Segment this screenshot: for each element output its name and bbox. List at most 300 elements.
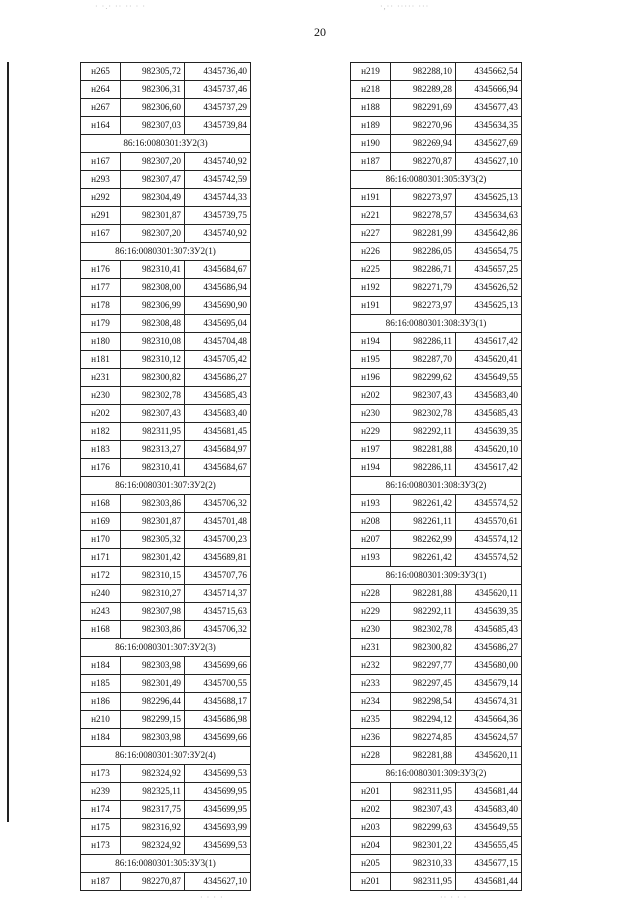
coordinate-row	[351, 603, 522, 621]
coordinate-row	[81, 405, 251, 423]
x-coordinate-cell: 982325,11	[121, 783, 185, 801]
x-coordinate-cell: 982310,33	[391, 855, 456, 873]
section-header-row	[81, 639, 251, 657]
x-coordinate-cell: 982278,57	[391, 207, 456, 225]
y-coordinate-cell: 4345625,13	[456, 297, 522, 315]
cadastral-section-label: 86:16:0080301:309:ЗУ3(2)	[351, 765, 522, 783]
x-coordinate-cell: 982303,86	[121, 495, 185, 513]
point-id-cell: н202	[81, 405, 121, 423]
x-coordinate-cell: 982310,15	[121, 567, 185, 585]
x-coordinate-cell: 982271,79	[391, 279, 456, 297]
y-coordinate-cell: 4345744,33	[185, 189, 251, 207]
x-coordinate-cell: 982281,88	[391, 747, 456, 765]
y-coordinate-cell: 4345679,14	[456, 675, 522, 693]
x-coordinate-cell: 982307,20	[121, 153, 185, 171]
y-coordinate-cell: 4345705,42	[185, 351, 251, 369]
x-coordinate-cell: 982304,49	[121, 189, 185, 207]
coordinate-row	[351, 693, 522, 711]
coordinates-table-left-body	[81, 63, 251, 891]
y-coordinate-cell: 4345699,66	[185, 657, 251, 675]
coordinate-row	[351, 81, 522, 99]
coordinate-row	[351, 225, 522, 243]
coordinate-row	[351, 459, 522, 477]
point-id-cell: н168	[81, 621, 121, 639]
y-coordinate-cell: 4345706,32	[185, 621, 251, 639]
x-coordinate-cell: 982262,99	[391, 531, 456, 549]
coordinate-row	[81, 513, 251, 531]
x-coordinate-cell: 982310,41	[121, 261, 185, 279]
coordinate-row	[351, 801, 522, 819]
point-id-cell: н174	[81, 801, 121, 819]
y-coordinate-cell: 4345706,32	[185, 495, 251, 513]
x-coordinate-cell: 982313,27	[121, 441, 185, 459]
point-id-cell: н232	[351, 657, 391, 675]
y-coordinate-cell: 4345684,67	[185, 459, 251, 477]
y-coordinate-cell: 4345642,86	[456, 225, 522, 243]
point-id-cell: н205	[351, 855, 391, 873]
coordinate-row	[351, 369, 522, 387]
y-coordinate-cell: 4345739,75	[185, 207, 251, 225]
x-coordinate-cell: 982307,47	[121, 171, 185, 189]
x-coordinate-cell: 982301,22	[391, 837, 456, 855]
coordinate-row	[81, 315, 251, 333]
coordinate-row	[81, 603, 251, 621]
y-coordinate-cell: 4345685,43	[456, 621, 522, 639]
y-coordinate-cell: 4345686,98	[185, 711, 251, 729]
point-id-cell: н264	[81, 81, 121, 99]
scan-artifact-top-left: · ·.· ·· ·· · ·	[95, 2, 146, 11]
cadastral-section-label: 86:16:0080301:308:ЗУ3(1)	[351, 315, 522, 333]
x-coordinate-cell: 982303,86	[121, 621, 185, 639]
coordinate-row	[351, 531, 522, 549]
point-id-cell: н236	[351, 729, 391, 747]
point-id-cell: н231	[351, 639, 391, 657]
point-id-cell: н186	[81, 693, 121, 711]
section-header-row	[351, 765, 522, 783]
coordinate-row	[351, 675, 522, 693]
coordinate-row	[351, 621, 522, 639]
x-coordinate-cell: 982324,92	[121, 765, 185, 783]
y-coordinate-cell: 4345699,53	[185, 837, 251, 855]
point-id-cell: н201	[351, 873, 391, 891]
point-id-cell: н184	[81, 729, 121, 747]
y-coordinate-cell: 4345699,66	[185, 729, 251, 747]
coordinate-row	[81, 387, 251, 405]
coordinate-row	[81, 441, 251, 459]
point-id-cell: н187	[81, 873, 121, 891]
section-header-row	[81, 855, 251, 873]
x-coordinate-cell: 982286,11	[391, 333, 456, 351]
scan-artifact-top-right: ·,·· ····· ···	[380, 2, 430, 11]
point-id-cell: н176	[81, 459, 121, 477]
point-id-cell: н210	[81, 711, 121, 729]
x-coordinate-cell: 982286,71	[391, 261, 456, 279]
scan-artifact-bottom-left: · · · ·	[200, 893, 224, 902]
y-coordinate-cell: 4345625,13	[456, 189, 522, 207]
point-id-cell: н208	[351, 513, 391, 531]
x-coordinate-cell: 982297,77	[391, 657, 456, 675]
page-number: 20	[314, 25, 326, 39]
x-coordinate-cell: 982286,11	[391, 459, 456, 477]
x-coordinate-cell: 982310,12	[121, 351, 185, 369]
x-coordinate-cell: 982310,08	[121, 333, 185, 351]
y-coordinate-cell: 4345685,43	[185, 387, 251, 405]
y-coordinate-cell: 4345683,40	[185, 405, 251, 423]
y-coordinate-cell: 4345617,42	[456, 459, 522, 477]
coordinate-row	[81, 621, 251, 639]
coordinate-row	[81, 711, 251, 729]
coordinate-row	[351, 297, 522, 315]
coordinate-row	[351, 279, 522, 297]
x-coordinate-cell: 982301,42	[121, 549, 185, 567]
point-id-cell: н231	[81, 369, 121, 387]
y-coordinate-cell: 4345681,44	[456, 873, 522, 891]
coordinate-row	[81, 531, 251, 549]
y-coordinate-cell: 4345700,55	[185, 675, 251, 693]
x-coordinate-cell: 982303,98	[121, 729, 185, 747]
coordinate-row	[81, 207, 251, 225]
x-coordinate-cell: 982261,11	[391, 513, 456, 531]
point-id-cell: н183	[81, 441, 121, 459]
point-id-cell: н234	[351, 693, 391, 711]
y-coordinate-cell: 4345688,17	[185, 693, 251, 711]
section-header-row	[81, 477, 251, 495]
point-id-cell: н204	[351, 837, 391, 855]
coordinate-row	[351, 351, 522, 369]
coordinate-row	[81, 801, 251, 819]
y-coordinate-cell: 4345740,92	[185, 153, 251, 171]
x-coordinate-cell: 982281,88	[391, 441, 456, 459]
x-coordinate-cell: 982301,49	[121, 675, 185, 693]
coordinate-row	[351, 117, 522, 135]
point-id-cell: н202	[351, 387, 391, 405]
y-coordinate-cell: 4345689,81	[185, 549, 251, 567]
x-coordinate-cell: 982302,78	[391, 405, 456, 423]
point-id-cell: н167	[81, 153, 121, 171]
coordinate-row	[351, 711, 522, 729]
y-coordinate-cell: 4345737,29	[185, 99, 251, 117]
y-coordinate-cell: 4345574,52	[456, 495, 522, 513]
x-coordinate-cell: 982317,75	[121, 801, 185, 819]
x-coordinate-cell: 982297,45	[391, 675, 456, 693]
coordinate-row	[81, 99, 251, 117]
coordinate-row	[351, 153, 522, 171]
y-coordinate-cell: 4345620,10	[456, 441, 522, 459]
section-header-row	[81, 135, 251, 153]
x-coordinate-cell: 982289,28	[391, 81, 456, 99]
y-coordinate-cell: 4345664,36	[456, 711, 522, 729]
coordinate-row	[81, 297, 251, 315]
coordinate-row	[81, 423, 251, 441]
y-coordinate-cell: 4345574,12	[456, 531, 522, 549]
x-coordinate-cell: 982296,44	[121, 693, 185, 711]
y-coordinate-cell: 4345699,53	[185, 765, 251, 783]
point-id-cell: н187	[351, 153, 391, 171]
x-coordinate-cell: 982308,48	[121, 315, 185, 333]
x-coordinate-cell: 982301,87	[121, 207, 185, 225]
coordinate-row	[81, 261, 251, 279]
point-id-cell: н184	[81, 657, 121, 675]
y-coordinate-cell: 4345639,35	[456, 603, 522, 621]
coordinate-row	[351, 513, 522, 531]
coordinate-row	[81, 765, 251, 783]
coordinate-row	[81, 567, 251, 585]
point-id-cell: н177	[81, 279, 121, 297]
point-id-cell: н197	[351, 441, 391, 459]
coordinate-row	[81, 153, 251, 171]
y-coordinate-cell: 4345683,40	[456, 387, 522, 405]
point-id-cell: н190	[351, 135, 391, 153]
y-coordinate-cell: 4345686,27	[456, 639, 522, 657]
y-coordinate-cell: 4345655,45	[456, 837, 522, 855]
y-coordinate-cell: 4345685,43	[456, 405, 522, 423]
y-coordinate-cell: 4345693,99	[185, 819, 251, 837]
x-coordinate-cell: 982305,32	[121, 531, 185, 549]
point-id-cell: н178	[81, 297, 121, 315]
point-id-cell: н228	[351, 585, 391, 603]
cadastral-section-label: 86:16:0080301:307:ЗУ2(1)	[81, 243, 251, 261]
point-id-cell: н181	[81, 351, 121, 369]
x-coordinate-cell: 982270,96	[391, 117, 456, 135]
point-id-cell: н239	[81, 783, 121, 801]
section-header-row	[81, 243, 251, 261]
point-id-cell: н170	[81, 531, 121, 549]
coordinate-row	[81, 819, 251, 837]
cadastral-section-label: 86:16:0080301:ЗУ2(3)	[81, 135, 251, 153]
coordinate-row	[81, 117, 251, 135]
y-coordinate-cell: 4345674,31	[456, 693, 522, 711]
coordinate-row	[81, 495, 251, 513]
point-id-cell: н293	[81, 171, 121, 189]
x-coordinate-cell: 982311,95	[391, 783, 456, 801]
point-id-cell: н233	[351, 675, 391, 693]
x-coordinate-cell: 982306,60	[121, 99, 185, 117]
point-id-cell: н229	[351, 423, 391, 441]
coordinate-row	[351, 549, 522, 567]
x-coordinate-cell: 982299,63	[391, 819, 456, 837]
x-coordinate-cell: 982288,10	[391, 63, 456, 81]
point-id-cell: н192	[351, 279, 391, 297]
coordinate-row	[81, 783, 251, 801]
coordinate-row	[81, 63, 251, 81]
y-coordinate-cell: 4345699,95	[185, 783, 251, 801]
x-coordinate-cell: 982307,43	[391, 387, 456, 405]
x-coordinate-cell: 982270,87	[121, 873, 185, 891]
point-id-cell: н175	[81, 819, 121, 837]
y-coordinate-cell: 4345666,94	[456, 81, 522, 99]
x-coordinate-cell: 982305,72	[121, 63, 185, 81]
point-id-cell: н207	[351, 531, 391, 549]
y-coordinate-cell: 4345699,95	[185, 801, 251, 819]
point-id-cell: н219	[351, 63, 391, 81]
point-id-cell: н164	[81, 117, 121, 135]
x-coordinate-cell: 982274,85	[391, 729, 456, 747]
y-coordinate-cell: 4345695,04	[185, 315, 251, 333]
y-coordinate-cell: 4345624,57	[456, 729, 522, 747]
y-coordinate-cell: 4345654,75	[456, 243, 522, 261]
cadastral-section-label: 86:16:0080301:305:ЗУ3(1)	[81, 855, 251, 873]
x-coordinate-cell: 982287,70	[391, 351, 456, 369]
coordinate-row	[81, 585, 251, 603]
x-coordinate-cell: 982311,95	[391, 873, 456, 891]
point-id-cell: н172	[81, 567, 121, 585]
coordinate-row	[81, 729, 251, 747]
scan-artifact-bottom-right: ·· · · ·	[440, 893, 468, 902]
x-coordinate-cell: 982303,98	[121, 657, 185, 675]
coordinate-row	[351, 639, 522, 657]
x-coordinate-cell: 982308,00	[121, 279, 185, 297]
section-header-row	[81, 747, 251, 765]
y-coordinate-cell: 4345701,48	[185, 513, 251, 531]
y-coordinate-cell: 4345677,15	[456, 855, 522, 873]
y-coordinate-cell: 4345649,55	[456, 369, 522, 387]
point-id-cell: н202	[351, 801, 391, 819]
y-coordinate-cell: 4345704,48	[185, 333, 251, 351]
coordinate-row	[351, 189, 522, 207]
y-coordinate-cell: 4345736,40	[185, 63, 251, 81]
point-id-cell: н169	[81, 513, 121, 531]
y-coordinate-cell: 4345707,76	[185, 567, 251, 585]
x-coordinate-cell: 982286,05	[391, 243, 456, 261]
y-coordinate-cell: 4345686,27	[185, 369, 251, 387]
y-coordinate-cell: 4345634,63	[456, 207, 522, 225]
y-coordinate-cell: 4345634,35	[456, 117, 522, 135]
coordinate-row	[351, 729, 522, 747]
point-id-cell: н188	[351, 99, 391, 117]
coordinate-row	[351, 423, 522, 441]
y-coordinate-cell: 4345715,63	[185, 603, 251, 621]
coordinate-row	[351, 135, 522, 153]
point-id-cell: н230	[351, 621, 391, 639]
x-coordinate-cell: 982299,62	[391, 369, 456, 387]
point-id-cell: н201	[351, 783, 391, 801]
y-coordinate-cell: 4345662,54	[456, 63, 522, 81]
x-coordinate-cell: 982281,88	[391, 585, 456, 603]
point-id-cell: н218	[351, 81, 391, 99]
point-id-cell: н179	[81, 315, 121, 333]
x-coordinate-cell: 982302,78	[391, 621, 456, 639]
coordinate-row	[351, 783, 522, 801]
x-coordinate-cell: 982306,99	[121, 297, 185, 315]
x-coordinate-cell: 982307,20	[121, 225, 185, 243]
x-coordinate-cell: 982311,95	[121, 423, 185, 441]
y-coordinate-cell: 4345574,52	[456, 549, 522, 567]
coordinate-row	[81, 369, 251, 387]
x-coordinate-cell: 982281,99	[391, 225, 456, 243]
coordinate-row	[351, 63, 522, 81]
coordinate-row	[81, 549, 251, 567]
coordinate-row	[351, 747, 522, 765]
coordinate-row	[81, 333, 251, 351]
y-coordinate-cell: 4345681,45	[185, 423, 251, 441]
y-coordinate-cell: 4345639,35	[456, 423, 522, 441]
coordinate-row	[81, 837, 251, 855]
y-coordinate-cell: 4345680,00	[456, 657, 522, 675]
section-header-row	[351, 315, 522, 333]
point-id-cell: н173	[81, 765, 121, 783]
point-id-cell: н193	[351, 549, 391, 567]
x-coordinate-cell: 982273,97	[391, 297, 456, 315]
cadastral-section-label: 86:16:0080301:305:ЗУ3(2)	[351, 171, 522, 189]
point-id-cell: н265	[81, 63, 121, 81]
x-coordinate-cell: 982302,78	[121, 387, 185, 405]
x-coordinate-cell: 982298,54	[391, 693, 456, 711]
y-coordinate-cell: 4345649,55	[456, 819, 522, 837]
section-header-row	[351, 477, 522, 495]
cadastral-section-label: 86:16:0080301:307:ЗУ2(4)	[81, 747, 251, 765]
y-coordinate-cell: 4345617,42	[456, 333, 522, 351]
section-header-row	[351, 171, 522, 189]
cadastral-section-label: 86:16:0080301:308:ЗУ3(2)	[351, 477, 522, 495]
point-id-cell: н168	[81, 495, 121, 513]
x-coordinate-cell: 982292,11	[391, 423, 456, 441]
point-id-cell: н228	[351, 747, 391, 765]
cadastral-section-label: 86:16:0080301:307:ЗУ2(2)	[81, 477, 251, 495]
x-coordinate-cell: 982269,94	[391, 135, 456, 153]
coordinate-row	[81, 675, 251, 693]
section-header-row	[351, 567, 522, 585]
cadastral-section-label: 86:16:0080301:309:ЗУ3(1)	[351, 567, 522, 585]
point-id-cell: н227	[351, 225, 391, 243]
point-id-cell: н226	[351, 243, 391, 261]
x-coordinate-cell: 982300,82	[121, 369, 185, 387]
point-id-cell: н240	[81, 585, 121, 603]
point-id-cell: н221	[351, 207, 391, 225]
coordinate-row	[81, 693, 251, 711]
x-coordinate-cell: 982301,87	[121, 513, 185, 531]
coordinate-row	[351, 243, 522, 261]
x-coordinate-cell: 982306,31	[121, 81, 185, 99]
point-id-cell: н194	[351, 459, 391, 477]
y-coordinate-cell: 4345740,92	[185, 225, 251, 243]
coordinates-table-right-body	[351, 63, 522, 891]
x-coordinate-cell: 982273,97	[391, 189, 456, 207]
x-coordinate-cell: 982307,43	[391, 801, 456, 819]
coordinate-row	[351, 333, 522, 351]
x-coordinate-cell: 982261,42	[391, 495, 456, 513]
y-coordinate-cell: 4345627,10	[456, 153, 522, 171]
coordinate-row	[351, 405, 522, 423]
y-coordinate-cell: 4345690,90	[185, 297, 251, 315]
coordinates-table-left	[80, 62, 251, 891]
cadastral-section-label: 86:16:0080301:307:ЗУ2(3)	[81, 639, 251, 657]
y-coordinate-cell: 4345700,23	[185, 531, 251, 549]
point-id-cell: н291	[81, 207, 121, 225]
point-id-cell: н230	[351, 405, 391, 423]
x-coordinate-cell: 982261,42	[391, 549, 456, 567]
coordinate-row	[81, 657, 251, 675]
point-id-cell: н176	[81, 261, 121, 279]
x-coordinate-cell: 982316,92	[121, 819, 185, 837]
point-id-cell: н243	[81, 603, 121, 621]
y-coordinate-cell: 4345620,11	[456, 585, 522, 603]
coordinate-row	[351, 837, 522, 855]
x-coordinate-cell: 982307,98	[121, 603, 185, 621]
coordinate-row	[351, 855, 522, 873]
y-coordinate-cell: 4345627,10	[185, 873, 251, 891]
point-id-cell: н189	[351, 117, 391, 135]
x-coordinate-cell: 982299,15	[121, 711, 185, 729]
coordinate-row	[81, 459, 251, 477]
coordinate-row	[351, 387, 522, 405]
x-coordinate-cell: 982270,87	[391, 153, 456, 171]
coordinate-row	[81, 873, 251, 891]
coordinate-row	[81, 81, 251, 99]
coordinate-row	[81, 351, 251, 369]
x-coordinate-cell: 982307,43	[121, 405, 185, 423]
y-coordinate-cell: 4345683,40	[456, 801, 522, 819]
coordinate-row	[351, 207, 522, 225]
